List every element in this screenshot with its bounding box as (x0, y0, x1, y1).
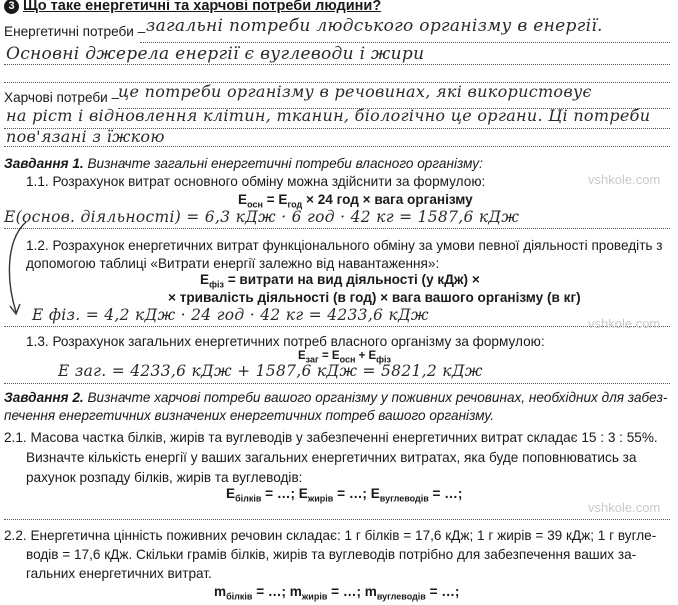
answer-line (4, 326, 670, 327)
question-heading (4, 0, 381, 14)
task1-step2-formula-1 (200, 272, 480, 290)
task1-step2-text-1: 1.2. Розрахунок енергетичних витрат функціонального обміну за умови певної діяльності проведіть з (26, 238, 663, 253)
task1-heading (4, 156, 483, 171)
energy-needs-label: Енергетичні потреби – (4, 24, 146, 39)
formula-sub: білків (226, 591, 253, 602)
watermark: vshkole.com (588, 316, 661, 331)
task2-text-2: печення енергетичних визначених енергетичних потреб вашого організму. (4, 408, 495, 423)
formula-sub: жирів (301, 591, 328, 602)
formula-sub: білків (235, 493, 262, 504)
energy-needs-answer-1: загальні потреби людського організму в енергії. (146, 16, 603, 36)
task2-title: Завдання 2. (4, 390, 84, 405)
task1-step2-answer: Е фіз. = 4,2 кДж · 24 год · 42 кг = 4233,6 кДж (32, 306, 429, 324)
formula-sub: осн (339, 354, 356, 365)
question-number: 3 (4, 0, 19, 14)
task1-title: Завдання 1. (4, 156, 84, 171)
formula-sub: вуглеводів (376, 591, 426, 602)
answer-line (4, 519, 670, 520)
watermark: vshkole.com (588, 172, 661, 187)
task2-step1-line-1: 2.1. Масова частка білків, жирів та вуглеводів у забезпеченні енергетичних витрат складає 15 : 3 : 55%. (4, 430, 658, 445)
task2-heading-1 (4, 390, 667, 405)
task1-step2-formula-2: × тривалість діяльності (в год) × вага вашого організму (в кг) (168, 290, 581, 305)
formula-sub: фіз (209, 279, 224, 290)
task1-step2-text-2: допомогою таблиці «Витрати енергії залежно від навантаження»: (26, 256, 440, 271)
food-needs-answer-2: на ріст і відновлення клітин, тканин, біологічно це органи. Ці потреби (6, 106, 651, 125)
formula-part: = витрати на вид діяльності (у кДж) × (223, 272, 480, 287)
question-text: Що таке енергетичні та харчові потреби людини? (23, 0, 382, 14)
formula-part: + E (355, 350, 377, 362)
task1-text: Визначте загальні енергетичні потреби власного організму: (87, 156, 483, 171)
formula-part: E (226, 486, 236, 501)
answer-line (140, 42, 670, 43)
formula-part: E (238, 192, 248, 207)
formula-sub: вуглеводів (379, 493, 429, 504)
formula-sub: фіз (376, 354, 392, 365)
task2-step1-line-2: Визначте кількість енергії у ваших загальних енергетичних витратах, яка буде поповнюватись за (26, 450, 637, 465)
energy-needs-answer-2: Основні джерела енергії є вуглеводи і жири (6, 44, 425, 64)
task2-step2-line-1: 2.2. Енергетична цінність поживних речовин складає: 1 г білків = 17,6 кДж; 1 г жирів = 39 кДж; 1 г вугле- (4, 528, 657, 543)
formula-part: = …; m (252, 584, 302, 599)
answer-line (4, 383, 670, 384)
formula-part: E (298, 350, 306, 362)
formula-sub: год (287, 199, 303, 210)
task2-step2-line-3: гальних енергетичних витрат. (26, 566, 212, 581)
watermark: vshkole.com (588, 500, 661, 515)
formula-part: E (200, 272, 210, 287)
formula-part: = …; E (333, 486, 380, 501)
formula-sub: заг (305, 354, 319, 365)
answer-line (4, 228, 670, 229)
task2-step1-formula (226, 486, 462, 504)
formula-sub: жирів (307, 493, 334, 504)
formula-part: × 24 год × вага організму (302, 192, 473, 207)
answer-line (4, 146, 670, 147)
food-needs-answer-1: це потреби організму в речовинах, які використовує (118, 82, 592, 101)
task1-step3-text: 1.3. Розрахунок загальних енергетичних потреб власного організму за формулою: (26, 334, 545, 349)
answer-line (4, 64, 670, 65)
formula-part: = …; E (261, 486, 308, 501)
task1-step1-text: 1.1. Розрахунок витрат основного обміну можна здійснити за формулою: (26, 174, 486, 189)
task1-step1-answer: Е(основ. діяльності) = 6,3 кДж · 6 год · 42 кг = 1587,6 кДж (4, 208, 520, 226)
formula-part: m (214, 584, 227, 599)
food-needs-label: Харчові потреби – (4, 90, 120, 105)
task2-step1-line-3: рахунок розпаду білків, жирів та вуглеводів: (26, 470, 303, 485)
formula-part: = …; (428, 486, 463, 501)
task2-step2-line-2: водів = 17,6 кДж. Скільки грамів білків, жирів та вуглеводів потрібно для забезпечення ваших за- (26, 547, 637, 562)
task2-step2-formula (214, 584, 459, 602)
formula-sub: осн (247, 199, 263, 210)
task2-text-1: Визначте харчові потреби вашого організму у поживних речовинах, необхідних для забез- (87, 390, 668, 405)
task1-step3-answer: Е заг. = 4233,6 кДж + 1587,6 кДж = 5821,2 кДж (58, 362, 483, 380)
formula-part: = …; (425, 584, 460, 599)
formula-part: = E (318, 350, 340, 362)
formula-part: = …; m (327, 584, 377, 599)
food-needs-answer-3: пов'язані з їжкою (6, 127, 165, 146)
formula-part: = E (262, 192, 288, 207)
